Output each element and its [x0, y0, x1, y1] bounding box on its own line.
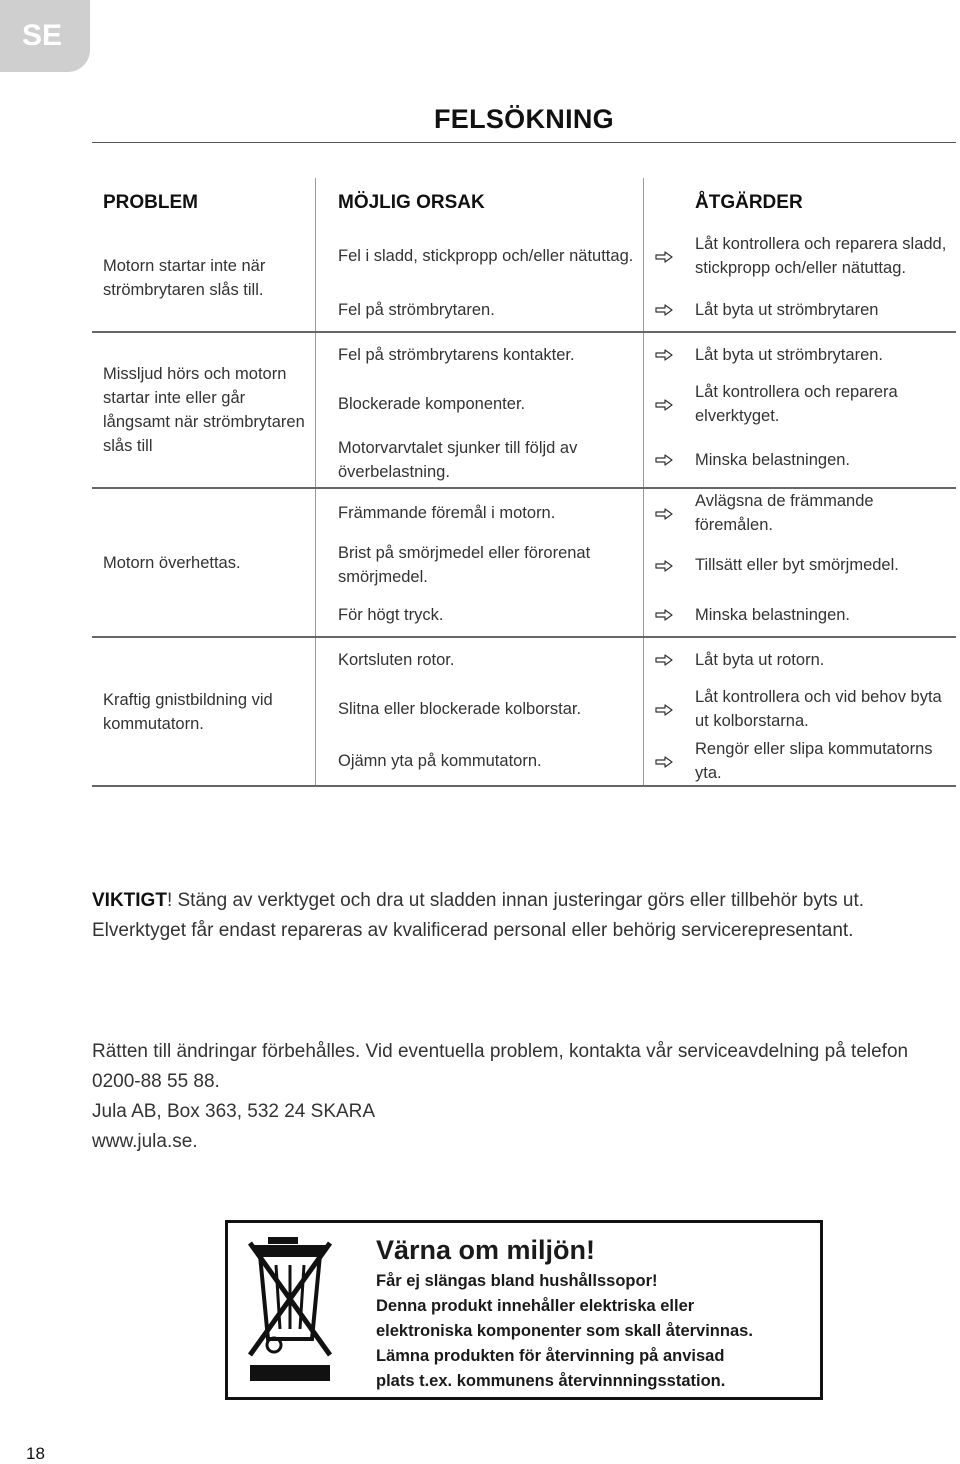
environment-text — [376, 1231, 816, 1394]
problem-cell: Kraftig gnistbildning vid kommutatorn. — [92, 637, 316, 786]
environment-heading: Värna om miljön! — [376, 1235, 596, 1265]
environment-line: Denna produkt innehåller elektriska eller — [376, 1297, 695, 1315]
arrow-right-icon — [655, 756, 673, 768]
action-cell: Rengör eller slipa kommutatorns yta. — [684, 737, 956, 786]
arrow-cell — [644, 681, 685, 737]
environment-line: Får ej slängas bland hushållssopor! — [376, 1272, 658, 1290]
header-cause: MÖJLIG ORSAK — [316, 178, 644, 224]
arrow-right-icon — [655, 508, 673, 520]
action-cell: Minska belastningen. — [684, 432, 956, 488]
cause-cell: Fel i sladd, stickpropp och/eller nätuttag. — [316, 224, 644, 288]
crossed-bin-icon — [246, 1231, 334, 1391]
footer-address: Jula AB, Box 363, 532 24 SKARA — [92, 1101, 376, 1122]
cause-cell: För högt tryck. — [316, 593, 644, 637]
table-header-row — [92, 178, 956, 224]
action-cell: Låt byta ut rotorn. — [695, 650, 825, 669]
action-cell: Minska belastningen. — [684, 593, 956, 637]
cause-cell: Kortsluten rotor. — [316, 637, 644, 681]
cause-cell: Fel på strömbrytarens kontakter. — [316, 332, 644, 376]
cause-cell: Slitna eller blockerade kolborstar. — [316, 681, 644, 737]
header-problem: PROBLEM — [103, 192, 198, 213]
cause-cell: Blockerade komponenter. — [316, 376, 644, 432]
arrow-cell — [644, 288, 685, 332]
table-row — [92, 637, 956, 681]
environment-notice-box — [225, 1220, 823, 1400]
arrow-right-icon — [655, 251, 673, 263]
notice-text: ! Stäng av verktyget och dra ut sladden innan justeringar görs eller tillbehör byts ut. Elverktyget får endast repareras av kvalificerad personal eller behörig servicerepresentant. — [92, 890, 865, 941]
arrow-right-icon — [655, 609, 673, 621]
arrow-right-icon — [655, 349, 673, 361]
notice-label: VIKTIGT — [92, 890, 167, 911]
footer-info — [92, 1037, 952, 1157]
cause-cell: Ojämn yta på kommutatorn. — [316, 737, 644, 786]
environment-line: elektroniska komponenter som skall återvinnas. — [376, 1322, 753, 1340]
arrow-cell — [644, 737, 685, 786]
environment-line: plats t.ex. kommunens återvinnningsstation. — [376, 1372, 726, 1390]
environment-line: Lämna produkten för återvinning på anvisad — [376, 1347, 725, 1365]
language-code: SE — [21, 19, 63, 52]
action-cell: Tillsätt eller byt smörjmedel. — [695, 556, 899, 574]
title-divider — [92, 142, 956, 143]
important-notice — [92, 886, 952, 946]
arrow-right-icon — [655, 560, 673, 572]
table-body — [92, 224, 956, 786]
page-title: FELSÖKNING — [433, 104, 614, 134]
arrow-cell — [644, 637, 685, 681]
action-cell: Låt byta ut strömbrytaren — [684, 288, 956, 332]
arrow-right-icon — [655, 654, 673, 666]
action-cell: Låt byta ut strömbrytaren. — [695, 345, 884, 364]
table-row — [92, 224, 956, 288]
cause-cell: Fel på strömbrytaren. — [316, 288, 644, 332]
arrow-right-icon — [655, 399, 673, 411]
table-row — [92, 332, 956, 376]
table-row — [92, 488, 956, 537]
arrow-cell — [644, 537, 685, 593]
problem-cell: Missljud hörs och motorn startar inte eller går långsamt när strömbrytaren slås till — [92, 332, 316, 488]
action-cell: Låt kontrollera och vid behov byta ut kolborstarna. — [695, 688, 942, 730]
cause-cell: Brist på smörjmedel eller förorenat smörjmedel. — [316, 537, 644, 593]
action-cell: Låt kontrollera och reparera elverktyget. — [695, 383, 898, 425]
arrow-cell — [644, 332, 685, 376]
header-arrow-spacer — [644, 178, 685, 224]
cause-cell: Främmande föremål i motorn. — [316, 488, 644, 537]
footer-website: www.jula.se. — [92, 1131, 198, 1152]
problem-cell: Motorn startar inte när strömbrytaren slås till. — [92, 224, 316, 332]
arrow-right-icon — [655, 454, 673, 466]
arrow-right-icon — [655, 704, 673, 716]
arrow-cell — [644, 488, 685, 537]
header-action: ÅTGÄRDER — [695, 192, 803, 213]
cause-cell: Motorvarvtalet sjunker till följd av överbelastning. — [316, 432, 644, 488]
arrow-cell — [644, 593, 685, 637]
footer-rights: Rätten till ändringar förbehålles. Vid eventuella problem, kontakta vår serviceavdelning på telefon 0200-88 55 88. — [92, 1041, 909, 1092]
page-number: 18 — [26, 1444, 45, 1463]
language-tab — [0, 0, 90, 72]
arrow-right-icon — [655, 304, 673, 316]
arrow-cell — [644, 432, 685, 488]
troubleshooting-table — [92, 178, 956, 787]
arrow-cell — [644, 376, 685, 432]
action-cell: Avlägsna de främmande föremålen. — [695, 492, 874, 534]
action-cell: Låt kontrollera och reparera sladd, stickpropp och/eller nätuttag. — [695, 235, 947, 277]
arrow-cell — [644, 224, 685, 288]
problem-cell: Motorn överhettas. — [92, 488, 316, 637]
